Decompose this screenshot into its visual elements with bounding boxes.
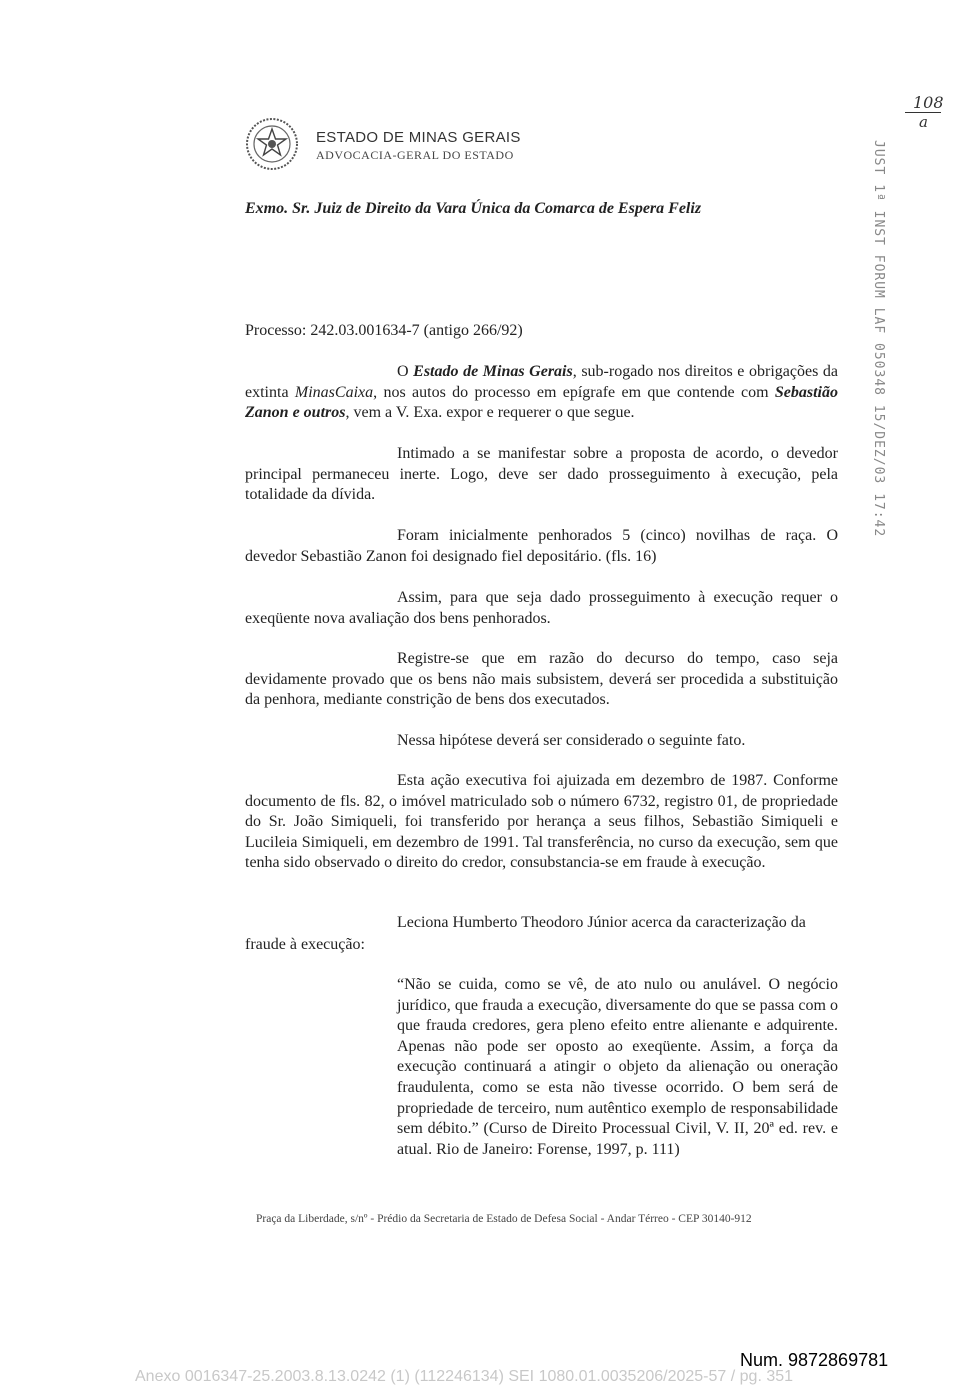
process-number: Processo: 242.03.001634-7 (antigo 266/92) <box>245 322 523 339</box>
header-state-name: ESTADO DE MINAS GERAIS <box>316 129 521 146</box>
page-number-suffix: a <box>919 113 928 131</box>
paragraph-seizure: Foram inicialmente penhorados 5 (cinco) novilhas de raça. O devedor Sebastião Zanon foi designado fiel depositário. (fls. 16) <box>245 527 838 565</box>
handwritten-page-number <box>905 93 945 153</box>
court-reception-stamp <box>862 140 892 538</box>
document-number: Num. 9872869781 <box>740 1350 889 1370</box>
doctrine-quotation: “Não se cuida, como se vê, de ato nulo ou anulável. O negócio jurídico, que frauda a execução, diversamente do que se passa com o que frauda credores, gera pleno efeito entre alienante e adquirente. Apenas não pode ser oposto ao exeqüente. Assim, a força da execução continuará a atingir o objeto da alienação ou oneração fraudulenta, como se esta não tivesse ocorrido. O bem será de propriedade de terceiro, num autêntico exemplo de responsabilidade sem débito.” (Curso de Direito Processual Civil, V. II, 20ª ed. rev. e atual. Rio de Janeiro: Forense, 1997, p. 111) <box>397 976 838 1158</box>
paragraph-inert-debtor: Intimado a se manifestar sobre a proposta de acordo, o devedor principal permaneceu inerte. Logo, deve ser dado prosseguimento à execução, pela totalidade da dívida. <box>245 445 838 504</box>
annex-reference: Anexo 0016347-25.2003.8.13.0242 (1) (112246134) SEI 1080.01.0035206/2025-57 / pg. 351 <box>135 1368 794 1385</box>
header-office-name: ADVOCACIA-GERAL DO ESTADO <box>316 148 514 162</box>
footer-address: Praça da Liberdade, s/nº - Prédio da Secretaria de Estado de Defesa Social - Andar Térreo - CEP 30140-912 <box>256 1213 752 1225</box>
paragraph-hypothesis: Nessa hipótese deverá ser considerado o seguinte fato. <box>397 732 746 749</box>
paragraph-intro: O Estado de Minas Gerais, sub-rogado nos direitos e obrigações da extinta MinasCaixa, nos autos do processo em epígrafe em que contende com Sebastião Zanon e outros, vem a V. Exa. expor e requerer o que segue. <box>245 363 838 422</box>
state-coat-of-arms-seal <box>244 116 300 172</box>
paragraph-facts: Esta ação executiva foi ajuizada em dezembro de 1987. Conforme documento de fls. 82, o imóvel matriculado sob o número 6732, registro 01, de propriedade do Sr. João Simiqueli, foi transferido por herança a seus filhos, Sebastião Simiqueli e Lucileia Simiqueli, em dezembro de 1991. Tal transferência, no curso da execução, sem que tenha sido observado o direito do credor, consubstancia-se em fraude à execução. <box>245 772 838 872</box>
paragraph-substitution: Registre-se que em razão do decurso do tempo, caso seja devidamente provado que os bens não mais subsistem, deverá ser procedida a substituição da penhora, mediante constrição de bens dos executados. <box>245 650 838 709</box>
stamp-text: JUST 1ª INST FORUM LAF 050348 15/DEZ/03 17:42 <box>871 140 886 538</box>
paragraph-evaluation-request: Assim, para que seja dado prosseguimento à execução requer o exeqüente nova avaliação dos bens penhorados. <box>245 589 838 627</box>
addressee-line: Exmo. Sr. Juiz de Direito da Vara Única da Comarca de Espera Feliz <box>245 200 702 217</box>
paragraph-doctrine-intro: Leciona Humberto Theodoro Júnior acerca da caracterização da <box>397 914 806 931</box>
page-number-text: 108 <box>905 93 941 113</box>
paragraph-doctrine-tail: fraude à execução: <box>245 936 365 953</box>
